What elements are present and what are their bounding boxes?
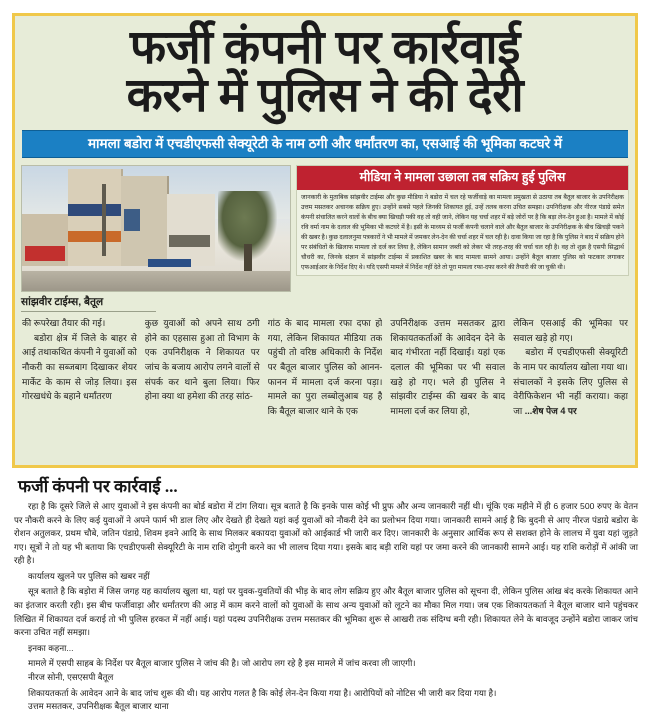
media-sidebar-box <box>296 165 629 276</box>
headline-line-2: करने में पुलिस ने की देरी <box>126 69 524 122</box>
continuation-subheading-2: इनका कहना... <box>28 642 74 653</box>
article-columns <box>21 316 629 424</box>
building-a <box>68 169 124 267</box>
news-clipping-frame <box>12 13 638 468</box>
article-column-5 <box>513 316 628 424</box>
page-title <box>21 20 629 122</box>
column-4-paragraph-1: उपनिरीक्षक उत्तम मसतकर द्वारा शिकायतकर्ताओं के आवेदन देने के बाद गंभीरता नहीं दिखाई। यहां एक दलाल की भूमिका पर भी सवाल खड़े हो गए। भले ही पुलिस ने सांझवीर टाईम्स की खबर के बाद मामला दर्ज कर लिया हो, <box>390 318 506 416</box>
continuation-paragraph-1: रहा है कि दूसरे जिले से आए युवाओं ने इस कंपनी का बोर्ड बडोरा में टांग लिया। सूत्र बताते है कि इनके पास कोई भी प्रुफ और अन्य जानकारी नहीं थी। चूंकि एक महीने में ही 6 हजार 500 रुपए के वेतन पर नौकरी करने के लिए कई युवाओं ने अपने फार्म भी डाल लिए और देखते ही देखते यहां कई युवाओं को नौकरी देने का प्रलोभन दिया गया। जानकारी सामने आई है कि बुदनी से आए नीरज पंडाग्रे बडोरा के रोशन अतुलकर, प्रथम चौबे, जतिन पंडाग्रे, शिवम इवने आदि के साथ मिलकर बकायदा युवाओं को आईकार्ड भी जारी कर दिए। जानकारी के अनुसार आर्थिक रूप से सशक्त होने के लालच में युवा यहां जुड़ते गए। सूत्रों ने तो यह भी बताया कि एचडीएफसी सेक्यूरिटी के नाम राशि दोगुनी करने का भी लालच दिया गया। इसके बाद बड़ी राशि यहां पर जमा करने की जानकारी सामने आई। यह राशि करोड़ों में आंकी जा रही है। <box>14 501 638 566</box>
article-column-3 <box>268 316 383 424</box>
red-subheading-strap: मीडिया ने मामला उछाला तब सक्रिय हुई पुलिस <box>297 166 628 190</box>
shop-signboard <box>25 246 65 261</box>
tree-trunk <box>244 244 252 272</box>
article-column-2 <box>145 316 260 424</box>
blue-subheading-strap: मामला बडोरा में एचडीएफसी सेक्यूरेटी के नाम ठगी और धर्मांतरण का, एसआई की भूमिका कटघरे में <box>22 130 628 159</box>
street-pole <box>102 184 105 257</box>
photo-block <box>21 165 289 312</box>
column-1-paragraph-2: बडोरा क्षेत्र में जिले के बाहर से आई तथाकथित कंपनी ने युवाओं को नौकरी का सब्जबाग दिखाकर शेयर मार्केट के काम से जोड़ लिया। इस गोरखधंधे के बहाने धर्मांतरण <box>22 332 137 402</box>
photo-and-sidebox-row <box>21 165 629 312</box>
continuation-paragraph-2: सूत्र बताते है कि बड़ोरा में जिस जगह यह कार्यालय खुला था, यहां पर युवक-युवतियों की भीड़ के बाद लोग सक्रिय हुए और बैतूल बाजार पुलिस को सूचना दी, लेकिन पुलिस आंख बंद करके शिकायत आने का इंतजार करती रही। इस बीच फर्जीवाड़ा और धर्मांतरण की आड़ में काम करने वालों को युवाओं के साथ अन्य युवाओं को लूटने का मौका मिल गया। जब एक शिकायतकर्ता ने बैतूल बाजार थाने पहुंचकर लिखित में शिकायत दर्ज कराई तो भी पुलिस हरकत में नहीं आई। यहां पदस्थ उपनिरीक्षक उत्तम मसतकर की भूमिका शुरू से आखरी तक संदिग्ध बनी रही। शिकायत लेने के बावजूद उन्होंने बडोरा जाकर जांच करना उचित नहीं समझा। <box>14 586 638 638</box>
continuation-subheading-1: कार्यालय खुलने पर पुलिस को खबर नहीं <box>28 570 150 581</box>
column-5-paragraph-1: लेकिन एसआई की भूमिका पर सवाल खड़े हो गए। <box>513 318 628 343</box>
quote-2-attribution: उत्तम मसतकर, उपनिरीक्षक बैतूल बाजार थाना <box>28 701 169 712</box>
building-c-shutter <box>169 235 209 248</box>
building-c <box>167 194 215 267</box>
column-3-paragraph-1: गांठ के बाद मामला रफा दफा हो गया, लेकिन शिकायत मीडिया तक पहुंची तो वरिष्ठ अधिकारी के निर्देश पर बैतूल बाजार पुलिस को आनन-फानन में मामला दर्ज करना पड़ा। मामले का पुरा लब्बोलुआब यह है कि बैतूल बाजार थाने के एक <box>267 318 383 416</box>
quote-2: शिकायतकर्ता के आवेदन आने के बाद जांच शुरू की थी। यह आरोप गलत है कि कोई लेन-देन किया गया है। आरोपियों को नोटिस भी जारी कर दिया गया है। <box>28 687 497 698</box>
headline-line-1: फर्जी कंपनी पर कार्रवाई <box>129 22 521 74</box>
column-1-paragraph-1: की रूपरेखा तैयार की गई। <box>22 318 106 329</box>
building-a-band <box>68 204 122 217</box>
article-column-1 <box>22 316 137 424</box>
continuation-heading: फर्जी कंपनी पर कार्रवाई ... <box>18 477 178 496</box>
jump-reference: ...शेष पेज 4 पर <box>524 405 577 416</box>
column-2-paragraph-1: कुछ युवाओं को अपने साथ ठगी होने का एहसास हुआ तो विभाग के एक उपनिरीक्षक ने शिकायत पर जांच के बजाय आरोप लगने वालों से संपर्क कर थाने बुला लिया। फिर होना क्या था हमेशा की तरह सांठ- <box>144 318 260 402</box>
column-5-paragraph-2 <box>513 345 628 418</box>
article-column-4 <box>390 316 505 424</box>
media-sidebar-body: जानकारी के मुताबिक सांझवीर टाईम्स और कुछ मीडिया ने बडोरा में चल रहे फर्जीवाड़े का मामला प्रमुखता से उठाया तब बैतूल बाजार के उपनिरीक्षक उत्तम मसतकर अचानक सक्रिय हुए। उन्होंने सबसे पहले जिनकी शिकायत हुई, उन्हें तलब करना उचित समझा। उपनिरीक्षक और नीरज पंडाग्रे समेत कंपनी संचालित करने वालों के बीच क्या खिचड़ी पकी वह तो वही जाने, लेकिन यह चर्चा शहर में बड़े जोरों पर है कि बड़ा लेन-देन हुआ है। मामले में कोई रवि वर्मा नाम के दलाल की भूमिका भी कटघरे में है। इसी के माध्यम से फर्जी कंपनी चलाने वाले और बैतूल बाजार के उपनिरीक्षक के बीच खिचड़ी पकने की खबर है। कुछ दलालनुमा पत्रकारों ने भी मामले में जमकर लेन-देन की चर्चा शहर में चल रही है। दावा किया जा रहा है कि पुलिस ने बाद में सक्रिय होने पर संबंधितों के खिलाफ मामला तो दर्ज कर लिया है, लेकिन सामान जब्ती को लेकर भी तरह-तरह की चर्चा चल रही है। वह तो शुक्र है एसपी सिद्धार्थ चौधरी का, जिनके संज्ञान में सांझवीर टाईम्स में प्रकाशित खबर के बाद मामला सामने आया। उन्होंने बैतूल बाजार पुलिस को फटकार लगाकर एफआईआर के निर्देश दिए थे। यदि एसपी मामले में निर्देश नहीं देते तो पूरा मामला रफा-दफा करने की तैयारी की जा चुकी थी। <box>301 193 624 272</box>
quote-1-attribution: नीरज सोनी, एसएसपी बैतूल <box>28 671 114 682</box>
quote-1: मामले में एसपी साहब के निर्देश पर बैतूल बाजार पुलिस ने जांच की है। जो आरोप लग रहे है इस मामले में जांच करवा ली जाएगी। <box>28 658 416 669</box>
column-5-paragraph-2-text: बडोरा में एचडीएफसी सेक्यूरिटी के नाम पर कार्यालय खोला गया था। संचालकों ने इसके लिए पुलिस से वेरीफिकेशन भी नहीं कराया। कहा जा <box>513 347 628 416</box>
building-a-awning <box>68 231 122 242</box>
building-b-window <box>124 209 140 232</box>
photo-caption: सांझवीर टाईम्स, बैतूल <box>21 295 156 312</box>
blue-signboard <box>148 259 191 268</box>
street-scene-photo <box>21 165 291 292</box>
road-surface <box>22 271 290 291</box>
continuation-section <box>14 474 638 716</box>
